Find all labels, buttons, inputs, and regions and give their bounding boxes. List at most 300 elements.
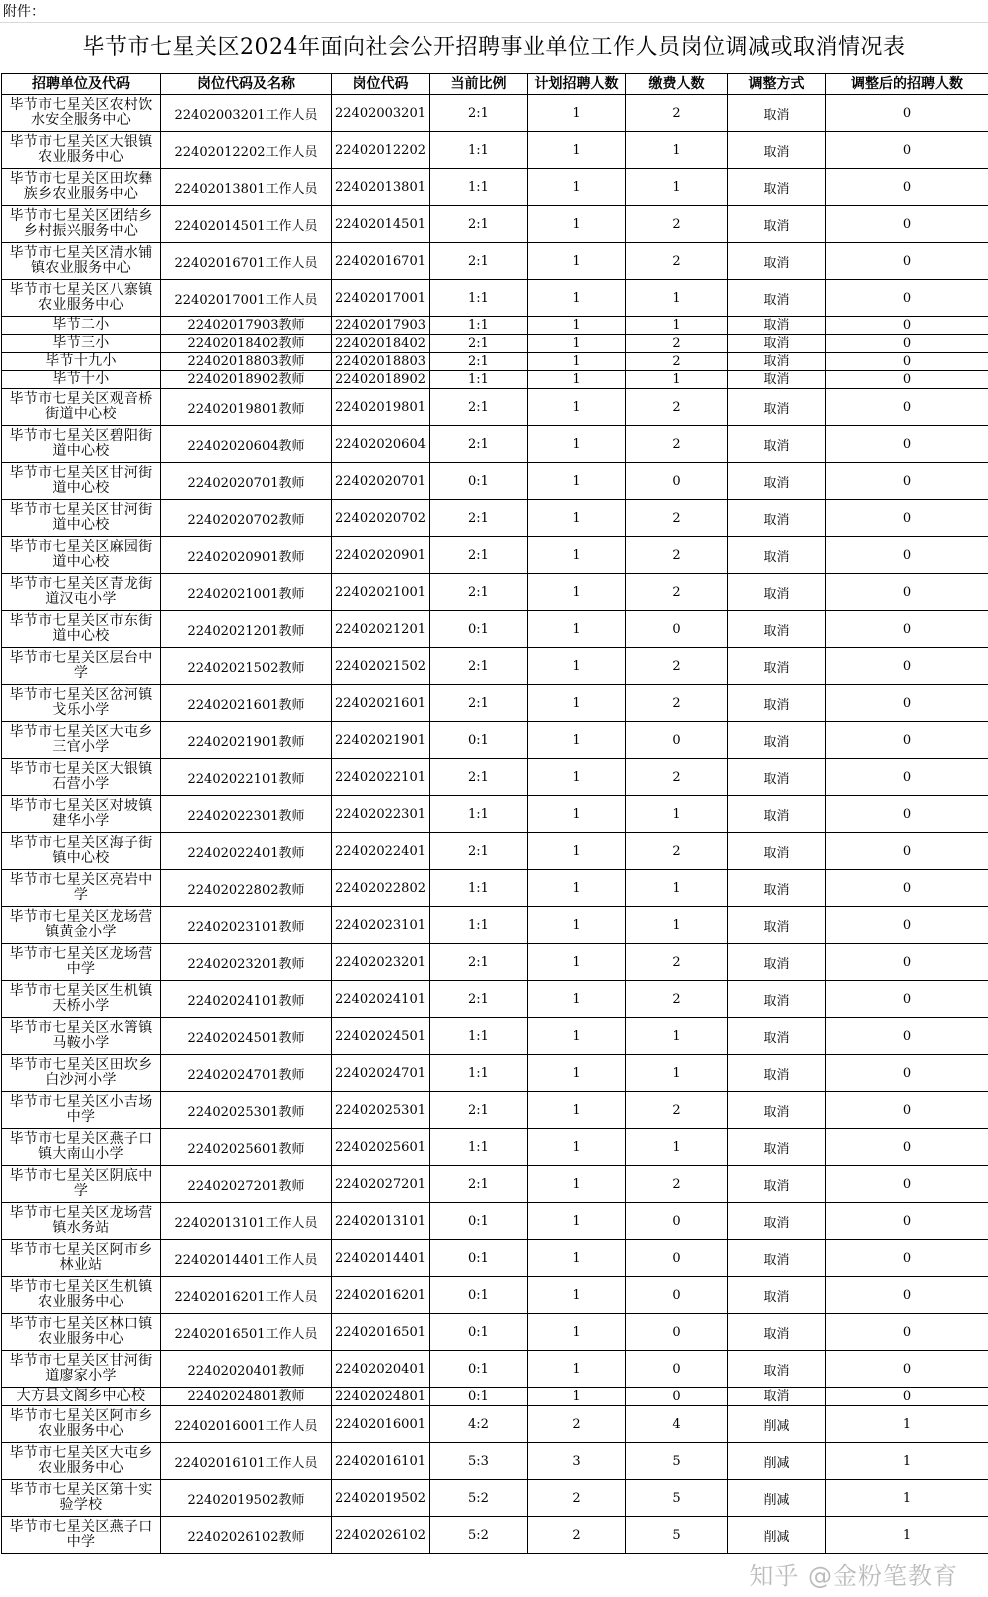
cell-after-count: 0 — [826, 1166, 988, 1203]
cell-after-count: 0 — [826, 574, 988, 611]
cell-post-name: 22402016501工作人员 — [161, 1314, 332, 1351]
cell-ratio: 5:2 — [430, 1517, 528, 1554]
cell-adjust-method: 取消 — [728, 1203, 826, 1240]
cell-adjust-method: 取消 — [728, 648, 826, 685]
cell-after-count: 0 — [826, 833, 988, 870]
cell-post-code: 22402016001 — [332, 1406, 430, 1443]
cell-unit: 毕节市七星关区第十实验学校 — [2, 1480, 161, 1517]
cell-after-count: 0 — [826, 389, 988, 426]
cell-post-code: 22402021502 — [332, 648, 430, 685]
adjustment-table — [1, 73, 988, 1554]
cell-paid-count: 2 — [626, 648, 728, 685]
cell-unit: 毕节市七星关区对坡镇建华小学 — [2, 796, 161, 833]
cell-post-code: 22402022101 — [332, 759, 430, 796]
cell-ratio: 0:1 — [430, 722, 528, 759]
col-header-method: 调整方式 — [728, 74, 826, 95]
cell-paid-count: 1 — [626, 169, 728, 206]
cell-post-name: 22402022101教师 — [161, 759, 332, 796]
cell-unit: 毕节市七星关区麻园街道中心校 — [2, 537, 161, 574]
cell-post-code: 22402020702 — [332, 500, 430, 537]
cell-unit: 毕节市七星关区田坎乡白沙河小学 — [2, 1055, 161, 1092]
cell-ratio: 5:3 — [430, 1443, 528, 1480]
cell-post-code: 22402027201 — [332, 1166, 430, 1203]
cell-adjust-method: 削减 — [728, 1443, 826, 1480]
cell-adjust-method: 取消 — [728, 907, 826, 944]
table-row — [2, 132, 988, 169]
cell-unit: 毕节市七星关区龙场营镇黄金小学 — [2, 907, 161, 944]
table-row — [2, 685, 988, 722]
cell-ratio: 0:1 — [430, 463, 528, 500]
cell-ratio: 2:1 — [430, 389, 528, 426]
cell-paid-count: 2 — [626, 833, 728, 870]
cell-post-name: 22402023101教师 — [161, 907, 332, 944]
cell-plan-count: 1 — [528, 1277, 626, 1314]
cell-post-name: 22402022802教师 — [161, 870, 332, 907]
cell-paid-count: 5 — [626, 1443, 728, 1480]
cell-post-code: 22402021001 — [332, 574, 430, 611]
cell-paid-count: 2 — [626, 95, 728, 132]
cell-post-code: 22402021601 — [332, 685, 430, 722]
cell-unit: 毕节市七星关区阴底中学 — [2, 1166, 161, 1203]
table-row — [2, 206, 988, 243]
cell-post-code: 22402026102 — [332, 1517, 430, 1554]
cell-ratio: 2:1 — [430, 243, 528, 280]
cell-paid-count: 2 — [626, 243, 728, 280]
table-row — [2, 537, 988, 574]
cell-post-name: 22402019502教师 — [161, 1480, 332, 1517]
cell-post-name: 22402025301教师 — [161, 1092, 332, 1129]
cell-post-code: 22402024501 — [332, 1018, 430, 1055]
cell-post-name: 22402018902教师 — [161, 371, 332, 389]
cell-unit: 毕节市七星关区燕子口中学 — [2, 1517, 161, 1554]
table-row — [2, 335, 988, 353]
cell-paid-count: 1 — [626, 1018, 728, 1055]
cell-unit: 毕节市七星关区市东街道中心校 — [2, 611, 161, 648]
cell-plan-count: 1 — [528, 500, 626, 537]
cell-unit: 毕节市七星关区阿市乡农业服务中心 — [2, 1406, 161, 1443]
cell-unit: 毕节市七星关区水箐镇马鞍小学 — [2, 1018, 161, 1055]
cell-ratio: 4:2 — [430, 1406, 528, 1443]
cell-plan-count: 2 — [528, 1517, 626, 1554]
cell-adjust-method: 取消 — [728, 759, 826, 796]
sheet-top-gridline — [0, 0, 988, 23]
cell-post-name: 22402023201教师 — [161, 944, 332, 981]
table-row — [2, 1203, 988, 1240]
cell-post-code: 22402018803 — [332, 353, 430, 371]
cell-after-count: 0 — [826, 1351, 988, 1388]
cell-after-count: 1 — [826, 1480, 988, 1517]
table-row — [2, 243, 988, 280]
table-row — [2, 426, 988, 463]
cell-unit: 毕节市七星关区生机镇农业服务中心 — [2, 1277, 161, 1314]
cell-post-name: 22402016701工作人员 — [161, 243, 332, 280]
cell-after-count: 0 — [826, 796, 988, 833]
cell-plan-count: 1 — [528, 95, 626, 132]
cell-unit: 毕节市七星关区田坎彝族乡农业服务中心 — [2, 169, 161, 206]
cell-after-count: 1 — [826, 1406, 988, 1443]
cell-post-code: 22402025301 — [332, 1092, 430, 1129]
cell-after-count: 0 — [826, 243, 988, 280]
cell-adjust-method: 削减 — [728, 1406, 826, 1443]
cell-paid-count: 1 — [626, 1055, 728, 1092]
cell-after-count: 0 — [826, 95, 988, 132]
cell-adjust-method: 取消 — [728, 426, 826, 463]
table-row — [2, 317, 988, 335]
cell-after-count: 0 — [826, 353, 988, 371]
cell-adjust-method: 取消 — [728, 206, 826, 243]
cell-paid-count: 0 — [626, 1277, 728, 1314]
cell-adjust-method: 取消 — [728, 389, 826, 426]
col-header-post: 岗位代码及名称 — [161, 74, 332, 95]
cell-plan-count: 1 — [528, 169, 626, 206]
cell-ratio: 0:1 — [430, 611, 528, 648]
cell-plan-count: 1 — [528, 371, 626, 389]
cell-post-name: 22402024101教师 — [161, 981, 332, 1018]
cell-post-name: 22402017903教师 — [161, 317, 332, 335]
cell-plan-count: 1 — [528, 426, 626, 463]
cell-paid-count: 0 — [626, 463, 728, 500]
cell-after-count: 1 — [826, 1443, 988, 1480]
cell-adjust-method: 取消 — [728, 722, 826, 759]
cell-post-code: 22402021901 — [332, 722, 430, 759]
cell-adjust-method: 取消 — [728, 1277, 826, 1314]
cell-ratio: 2:1 — [430, 500, 528, 537]
cell-paid-count: 2 — [626, 500, 728, 537]
cell-after-count: 0 — [826, 426, 988, 463]
cell-ratio: 1:1 — [430, 169, 528, 206]
table-row — [2, 1443, 988, 1480]
cell-post-code: 22402016701 — [332, 243, 430, 280]
cell-adjust-method: 取消 — [728, 611, 826, 648]
cell-ratio: 0:1 — [430, 1203, 528, 1240]
cell-post-code: 22402019502 — [332, 1480, 430, 1517]
cell-ratio: 2:1 — [430, 1092, 528, 1129]
cell-unit: 大方县文阁乡中心校 — [2, 1388, 161, 1406]
cell-paid-count: 2 — [626, 206, 728, 243]
cell-unit: 毕节市七星关区甘河街道中心校 — [2, 500, 161, 537]
cell-after-count: 0 — [826, 685, 988, 722]
cell-after-count: 0 — [826, 1092, 988, 1129]
cell-paid-count: 1 — [626, 132, 728, 169]
cell-after-count: 0 — [826, 759, 988, 796]
cell-post-code: 22402020901 — [332, 537, 430, 574]
table-row — [2, 1480, 988, 1517]
cell-unit: 毕节市七星关区农村饮水安全服务中心 — [2, 95, 161, 132]
cell-paid-count: 2 — [626, 335, 728, 353]
cell-post-name: 22402013801工作人员 — [161, 169, 332, 206]
table-row — [2, 1092, 988, 1129]
table-row — [2, 796, 988, 833]
cell-adjust-method: 取消 — [728, 574, 826, 611]
cell-ratio: 1:1 — [430, 280, 528, 317]
cell-unit: 毕节三小 — [2, 335, 161, 353]
table-body — [2, 95, 988, 1554]
cell-unit: 毕节十九小 — [2, 353, 161, 371]
table-row — [2, 389, 988, 426]
table-row — [2, 1351, 988, 1388]
cell-unit: 毕节市七星关区燕子口镇大南山小学 — [2, 1129, 161, 1166]
cell-post-name: 22402021502教师 — [161, 648, 332, 685]
cell-adjust-method: 取消 — [728, 1314, 826, 1351]
cell-post-code: 22402016201 — [332, 1277, 430, 1314]
table-row — [2, 500, 988, 537]
watermark: 知乎 @金粉笔教育 — [749, 1562, 958, 1590]
table-row — [2, 280, 988, 317]
cell-paid-count: 2 — [626, 353, 728, 371]
cell-after-count: 0 — [826, 132, 988, 169]
cell-plan-count: 1 — [528, 870, 626, 907]
cell-adjust-method: 取消 — [728, 537, 826, 574]
cell-after-count: 0 — [826, 1018, 988, 1055]
cell-post-name: 22402027201教师 — [161, 1166, 332, 1203]
cell-adjust-method: 取消 — [728, 353, 826, 371]
table-row — [2, 1406, 988, 1443]
cell-plan-count: 1 — [528, 1203, 626, 1240]
table-row — [2, 1055, 988, 1092]
cell-after-count: 0 — [826, 335, 988, 353]
table-row — [2, 463, 988, 500]
cell-adjust-method: 取消 — [728, 132, 826, 169]
cell-post-code: 22402017001 — [332, 280, 430, 317]
cell-adjust-method: 取消 — [728, 243, 826, 280]
cell-unit: 毕节市七星关区甘河街道中心校 — [2, 463, 161, 500]
cell-unit: 毕节市七星关区层台中学 — [2, 648, 161, 685]
cell-paid-count: 1 — [626, 870, 728, 907]
cell-adjust-method: 取消 — [728, 796, 826, 833]
cell-ratio: 1:1 — [430, 1018, 528, 1055]
cell-unit: 毕节市七星关区大屯乡农业服务中心 — [2, 1443, 161, 1480]
cell-ratio: 2:1 — [430, 574, 528, 611]
cell-post-name: 22402020702教师 — [161, 500, 332, 537]
cell-post-name: 22402022401教师 — [161, 833, 332, 870]
cell-unit: 毕节市七星关区阿市乡林业站 — [2, 1240, 161, 1277]
cell-adjust-method: 取消 — [728, 1092, 826, 1129]
cell-post-name: 22402017001工作人员 — [161, 280, 332, 317]
cell-ratio: 1:1 — [430, 1129, 528, 1166]
cell-paid-count: 0 — [626, 1351, 728, 1388]
cell-unit: 毕节市七星关区大银镇农业服务中心 — [2, 132, 161, 169]
cell-after-count: 0 — [826, 870, 988, 907]
cell-post-name: 22402024701教师 — [161, 1055, 332, 1092]
cell-ratio: 2:1 — [430, 981, 528, 1018]
cell-paid-count: 0 — [626, 1203, 728, 1240]
cell-paid-count: 1 — [626, 317, 728, 335]
cell-plan-count: 1 — [528, 537, 626, 574]
cell-paid-count: 0 — [626, 1240, 728, 1277]
cell-ratio: 2:1 — [430, 833, 528, 870]
cell-paid-count: 4 — [626, 1406, 728, 1443]
cell-adjust-method: 取消 — [728, 463, 826, 500]
cell-after-count: 0 — [826, 1240, 988, 1277]
cell-unit: 毕节市七星关区海子街镇中心校 — [2, 833, 161, 870]
cell-post-name: 22402025601教师 — [161, 1129, 332, 1166]
cell-post-code: 22402013801 — [332, 169, 430, 206]
cell-paid-count: 2 — [626, 1166, 728, 1203]
cell-post-code: 22402023101 — [332, 907, 430, 944]
cell-after-count: 0 — [826, 648, 988, 685]
cell-paid-count: 2 — [626, 981, 728, 1018]
table-row — [2, 95, 988, 132]
cell-plan-count: 1 — [528, 759, 626, 796]
table-row — [2, 574, 988, 611]
cell-paid-count: 0 — [626, 1388, 728, 1406]
cell-plan-count: 1 — [528, 611, 626, 648]
cell-paid-count: 0 — [626, 722, 728, 759]
cell-paid-count: 2 — [626, 574, 728, 611]
cell-ratio: 1:1 — [430, 317, 528, 335]
table-row — [2, 759, 988, 796]
cell-unit: 毕节市七星关区生机镇天桥小学 — [2, 981, 161, 1018]
page-title: 毕节市七星关区2024年面向社会公开招聘事业单位工作人员岗位调减或取消情况表 — [82, 35, 906, 60]
cell-post-code: 22402023201 — [332, 944, 430, 981]
cell-unit: 毕节市七星关区八寨镇农业服务中心 — [2, 280, 161, 317]
cell-unit: 毕节市七星关区碧阳街道中心校 — [2, 426, 161, 463]
cell-ratio: 0:1 — [430, 1351, 528, 1388]
cell-adjust-method: 取消 — [728, 95, 826, 132]
cell-paid-count: 2 — [626, 944, 728, 981]
cell-post-code: 22402014501 — [332, 206, 430, 243]
cell-ratio: 0:1 — [430, 1314, 528, 1351]
cell-post-name: 22402021001教师 — [161, 574, 332, 611]
cell-adjust-method: 削减 — [728, 1517, 826, 1554]
cell-ratio: 1:1 — [430, 132, 528, 169]
cell-paid-count: 2 — [626, 759, 728, 796]
cell-ratio: 2:1 — [430, 759, 528, 796]
cell-after-count: 0 — [826, 722, 988, 759]
cell-post-code: 22402014401 — [332, 1240, 430, 1277]
cell-adjust-method: 取消 — [728, 280, 826, 317]
cell-plan-count: 1 — [528, 1129, 626, 1166]
cell-plan-count: 1 — [528, 317, 626, 335]
col-header-code: 岗位代码 — [332, 74, 430, 95]
table-row — [2, 1018, 988, 1055]
cell-unit: 毕节市七星关区团结乡乡村振兴服务中心 — [2, 206, 161, 243]
cell-paid-count: 2 — [626, 685, 728, 722]
cell-post-name: 22402022301教师 — [161, 796, 332, 833]
cell-after-count: 0 — [826, 537, 988, 574]
cell-ratio: 1:1 — [430, 1055, 528, 1092]
cell-post-name: 22402014401工作人员 — [161, 1240, 332, 1277]
cell-adjust-method: 取消 — [728, 1055, 826, 1092]
cell-paid-count: 1 — [626, 907, 728, 944]
cell-ratio: 2:1 — [430, 537, 528, 574]
cell-ratio: 2:1 — [430, 648, 528, 685]
cell-plan-count: 1 — [528, 389, 626, 426]
cell-unit: 毕节市七星关区林口镇农业服务中心 — [2, 1314, 161, 1351]
cell-unit: 毕节市七星关区亮岩中学 — [2, 870, 161, 907]
cell-unit: 毕节十小 — [2, 371, 161, 389]
cell-post-name: 22402020701教师 — [161, 463, 332, 500]
cell-paid-count: 2 — [626, 389, 728, 426]
cell-after-count: 0 — [826, 169, 988, 206]
cell-unit: 毕节市七星关区青龙街道汉屯小学 — [2, 574, 161, 611]
cell-ratio: 2:1 — [430, 353, 528, 371]
cell-unit: 毕节市七星关区甘河街道廖家小学 — [2, 1351, 161, 1388]
cell-adjust-method: 取消 — [728, 981, 826, 1018]
cell-plan-count: 1 — [528, 1092, 626, 1129]
cell-plan-count: 1 — [528, 1388, 626, 1406]
table-row — [2, 1277, 988, 1314]
cell-after-count: 0 — [826, 907, 988, 944]
cell-ratio: 1:1 — [430, 907, 528, 944]
cell-post-name: 22402021601教师 — [161, 685, 332, 722]
table-row — [2, 371, 988, 389]
cell-unit: 毕节市七星关区观音桥街道中心校 — [2, 389, 161, 426]
cell-post-code: 22402016101 — [332, 1443, 430, 1480]
cell-adjust-method: 取消 — [728, 1018, 826, 1055]
cell-post-name: 22402018402教师 — [161, 335, 332, 353]
cell-unit: 毕节市七星关区大银镇石营小学 — [2, 759, 161, 796]
table-row — [2, 353, 988, 371]
cell-plan-count: 1 — [528, 574, 626, 611]
table-row — [2, 907, 988, 944]
cell-post-code: 22402020701 — [332, 463, 430, 500]
table-row — [2, 1388, 988, 1406]
cell-unit: 毕节市七星关区清水铺镇农业服务中心 — [2, 243, 161, 280]
cell-plan-count: 1 — [528, 796, 626, 833]
cell-post-code: 22402018402 — [332, 335, 430, 353]
cell-plan-count: 1 — [528, 833, 626, 870]
col-header-ratio: 当前比例 — [430, 74, 528, 95]
cell-post-name: 22402016201工作人员 — [161, 1277, 332, 1314]
cell-plan-count: 1 — [528, 1314, 626, 1351]
cell-paid-count: 2 — [626, 1092, 728, 1129]
cell-post-code: 22402012202 — [332, 132, 430, 169]
table-row — [2, 722, 988, 759]
cell-post-code: 22402022301 — [332, 796, 430, 833]
cell-adjust-method: 取消 — [728, 1388, 826, 1406]
cell-post-code: 22402024801 — [332, 1388, 430, 1406]
cell-post-name: 22402003201工作人员 — [161, 95, 332, 132]
cell-plan-count: 1 — [528, 685, 626, 722]
cell-plan-count: 1 — [528, 648, 626, 685]
cell-post-code: 22402022401 — [332, 833, 430, 870]
cell-unit: 毕节市七星关区龙场营中学 — [2, 944, 161, 981]
cell-unit: 毕节市七星关区大屯乡三官小学 — [2, 722, 161, 759]
cell-post-name: 22402014501工作人员 — [161, 206, 332, 243]
cell-plan-count: 1 — [528, 944, 626, 981]
cell-after-count: 0 — [826, 463, 988, 500]
cell-adjust-method: 取消 — [728, 944, 826, 981]
cell-post-name: 22402021901教师 — [161, 722, 332, 759]
col-header-after: 调整后的招聘人数 — [826, 74, 988, 95]
cell-paid-count: 2 — [626, 537, 728, 574]
cell-plan-count: 1 — [528, 1055, 626, 1092]
cell-post-code: 22402018902 — [332, 371, 430, 389]
cell-post-code: 22402025601 — [332, 1129, 430, 1166]
cell-ratio: 5:2 — [430, 1480, 528, 1517]
cell-plan-count: 1 — [528, 353, 626, 371]
cell-post-code: 22402016501 — [332, 1314, 430, 1351]
table-row — [2, 833, 988, 870]
cell-after-count: 0 — [826, 611, 988, 648]
cell-adjust-method: 取消 — [728, 1351, 826, 1388]
cell-paid-count: 0 — [626, 611, 728, 648]
cell-adjust-method: 取消 — [728, 1166, 826, 1203]
cell-ratio: 2:1 — [430, 685, 528, 722]
cell-ratio: 2:1 — [430, 95, 528, 132]
cell-post-code: 22402019801 — [332, 389, 430, 426]
cell-paid-count: 1 — [626, 280, 728, 317]
cell-plan-count: 1 — [528, 1018, 626, 1055]
cell-after-count: 0 — [826, 1277, 988, 1314]
cell-adjust-method: 取消 — [728, 685, 826, 722]
cell-unit: 毕节市七星关区龙场营镇水务站 — [2, 1203, 161, 1240]
cell-after-count: 0 — [826, 317, 988, 335]
cell-post-name: 22402020901教师 — [161, 537, 332, 574]
table-row — [2, 1240, 988, 1277]
cell-plan-count: 1 — [528, 981, 626, 1018]
